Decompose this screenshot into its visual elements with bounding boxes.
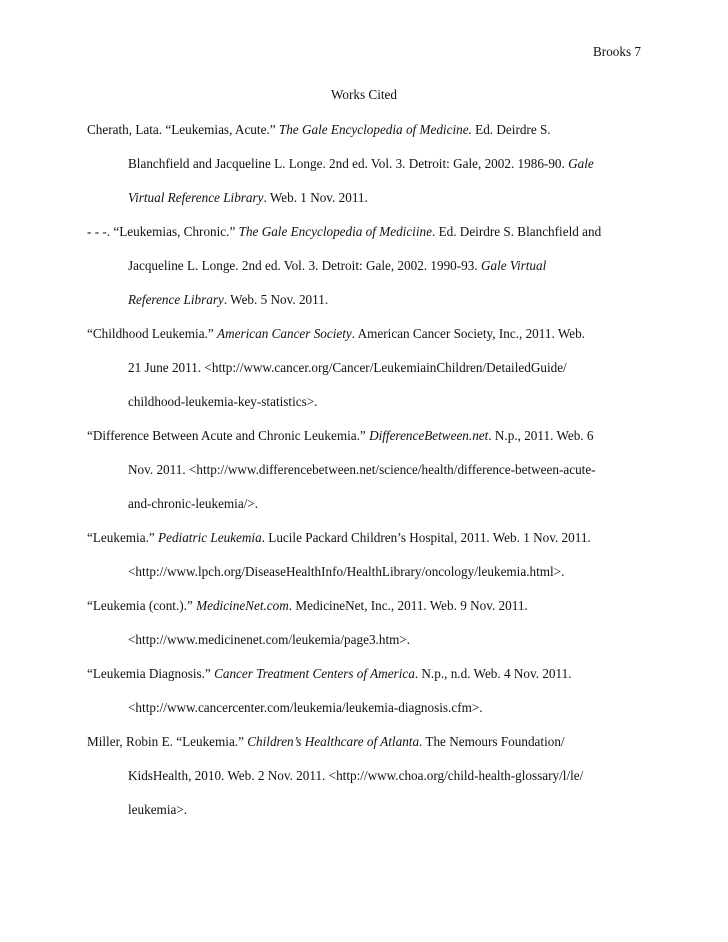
citation-title-text: Reference Library (128, 292, 224, 307)
citation-entry (87, 521, 647, 589)
citation-text: . American Cancer Society, Inc., 2011. Web. (351, 326, 585, 341)
citation-line (87, 249, 647, 283)
citation-line (87, 283, 647, 317)
citation-text: Miller, Robin E. “Leukemia.” (87, 734, 248, 749)
citation-line (87, 351, 647, 385)
citation-title-text: MedicineNet.com (196, 598, 289, 613)
citation-text: “Difference Between Acute and Chronic Leukemia.” (87, 428, 370, 443)
citation-line (87, 147, 647, 181)
citation-text: leukemia>. (128, 802, 188, 817)
citation-line (87, 453, 647, 487)
citation-line (87, 691, 647, 725)
citation-text: . N.p., 2011. Web. 6 (488, 428, 594, 443)
citation-title-text: Cancer Treatment Centers of America (214, 666, 415, 681)
citation-line (87, 419, 647, 453)
citation-text: Nov. 2011. <http://www.differencebetween.net/science/health/difference-between-acute- (128, 462, 596, 477)
citation-text: <http://www.cancercenter.com/leukemia/leukemia-diagnosis.cfm>. (128, 700, 483, 715)
citation-text: . Web. 5 Nov. 2011. (223, 292, 329, 307)
citation-title-text: The Gale Encyclopedia of Mediciine (238, 224, 432, 239)
citation-line (87, 793, 647, 827)
citation-text: KidsHealth, 2010. Web. 2 Nov. 2011. <http://www.choa.org/child-health-glossary/l/le/ (128, 768, 584, 783)
citation-text: “Leukemia (cont.).” (87, 598, 197, 613)
citation-text: “Leukemia.” (87, 530, 159, 545)
citation-line (87, 623, 647, 657)
citation-text: Blanchfield and Jacqueline L. Longe. 2nd ed. Vol. 3. Detroit: Gale, 2002. 1986-90. (128, 156, 569, 171)
page-title: Works Cited (331, 87, 397, 102)
running-head: Brooks 7 (593, 44, 641, 59)
citation-text: Cherath, Lata. “Leukemias, Acute.” (87, 122, 279, 137)
citation-text: . Ed. Deirdre S. Blanchfield and (431, 224, 602, 239)
works-cited-list (87, 113, 647, 827)
citation-title-text: Children’s Healthcare of Atlanta (247, 734, 420, 749)
citation-title-text: DifferenceBetween.net (369, 428, 489, 443)
citation-entry (87, 725, 647, 827)
citation-text: . N.p., n.d. Web. 4 Nov. 2011. (414, 666, 572, 681)
citation-text: “Leukemia Diagnosis.” (87, 666, 215, 681)
citation-title-text: Gale (568, 156, 594, 171)
citation-text: . Web. 1 Nov. 2011. (263, 190, 368, 205)
citation-text: . The Nemours Foundation/ (419, 734, 565, 749)
citation-line (87, 487, 647, 521)
citation-line (87, 385, 647, 419)
citation-line (87, 215, 647, 249)
citation-line (87, 555, 647, 589)
citation-text: “Childhood Leukemia.” (87, 326, 218, 341)
citation-text: childhood-leukemia-key-statistics>. (128, 394, 318, 409)
citation-text: Jacqueline L. Longe. 2nd ed. Vol. 3. Detroit: Gale, 2002. 1990-93. (128, 258, 481, 273)
citation-text: Ed. Deirdre S. (471, 122, 551, 137)
citation-text: <http://www.medicinenet.com/leukemia/page3.htm>. (128, 632, 411, 647)
citation-text: - - -. “Leukemias, Chronic.” (87, 224, 239, 239)
citation-line (87, 589, 647, 623)
citation-line (87, 521, 647, 555)
citation-entry (87, 317, 647, 419)
citation-line (87, 657, 647, 691)
citation-entry (87, 215, 647, 317)
citation-text: and-chronic-leukemia/>. (128, 496, 259, 511)
citation-text: 21 June 2011. <http://www.cancer.org/Cancer/LeukemiainChildren/DetailedGuide/ (128, 360, 567, 375)
citation-line (87, 759, 647, 793)
citation-entry (87, 657, 647, 725)
citation-entry (87, 589, 647, 657)
citation-line (87, 113, 647, 147)
citation-entry (87, 419, 647, 521)
citation-title-text: The Gale Encyclopedia of Medicine. (278, 122, 472, 137)
citation-text: . Lucile Packard Children’s Hospital, 2011. Web. 1 Nov. 2011. (261, 530, 591, 545)
citation-line (87, 725, 647, 759)
citation-text: <http://www.lpch.org/DiseaseHealthInfo/HealthLibrary/oncology/leukemia.html>. (128, 564, 565, 579)
citation-title-text: Gale Virtual (480, 258, 547, 273)
citation-entry (87, 113, 647, 215)
citation-title-text: American Cancer Society (217, 326, 352, 341)
citation-text: . MedicineNet, Inc., 2011. Web. 9 Nov. 2011. (288, 598, 528, 613)
citation-title-text: Virtual Reference Library (128, 190, 264, 205)
citation-line (87, 181, 647, 215)
citation-line (87, 317, 647, 351)
citation-title-text: Pediatric Leukemia (158, 530, 262, 545)
